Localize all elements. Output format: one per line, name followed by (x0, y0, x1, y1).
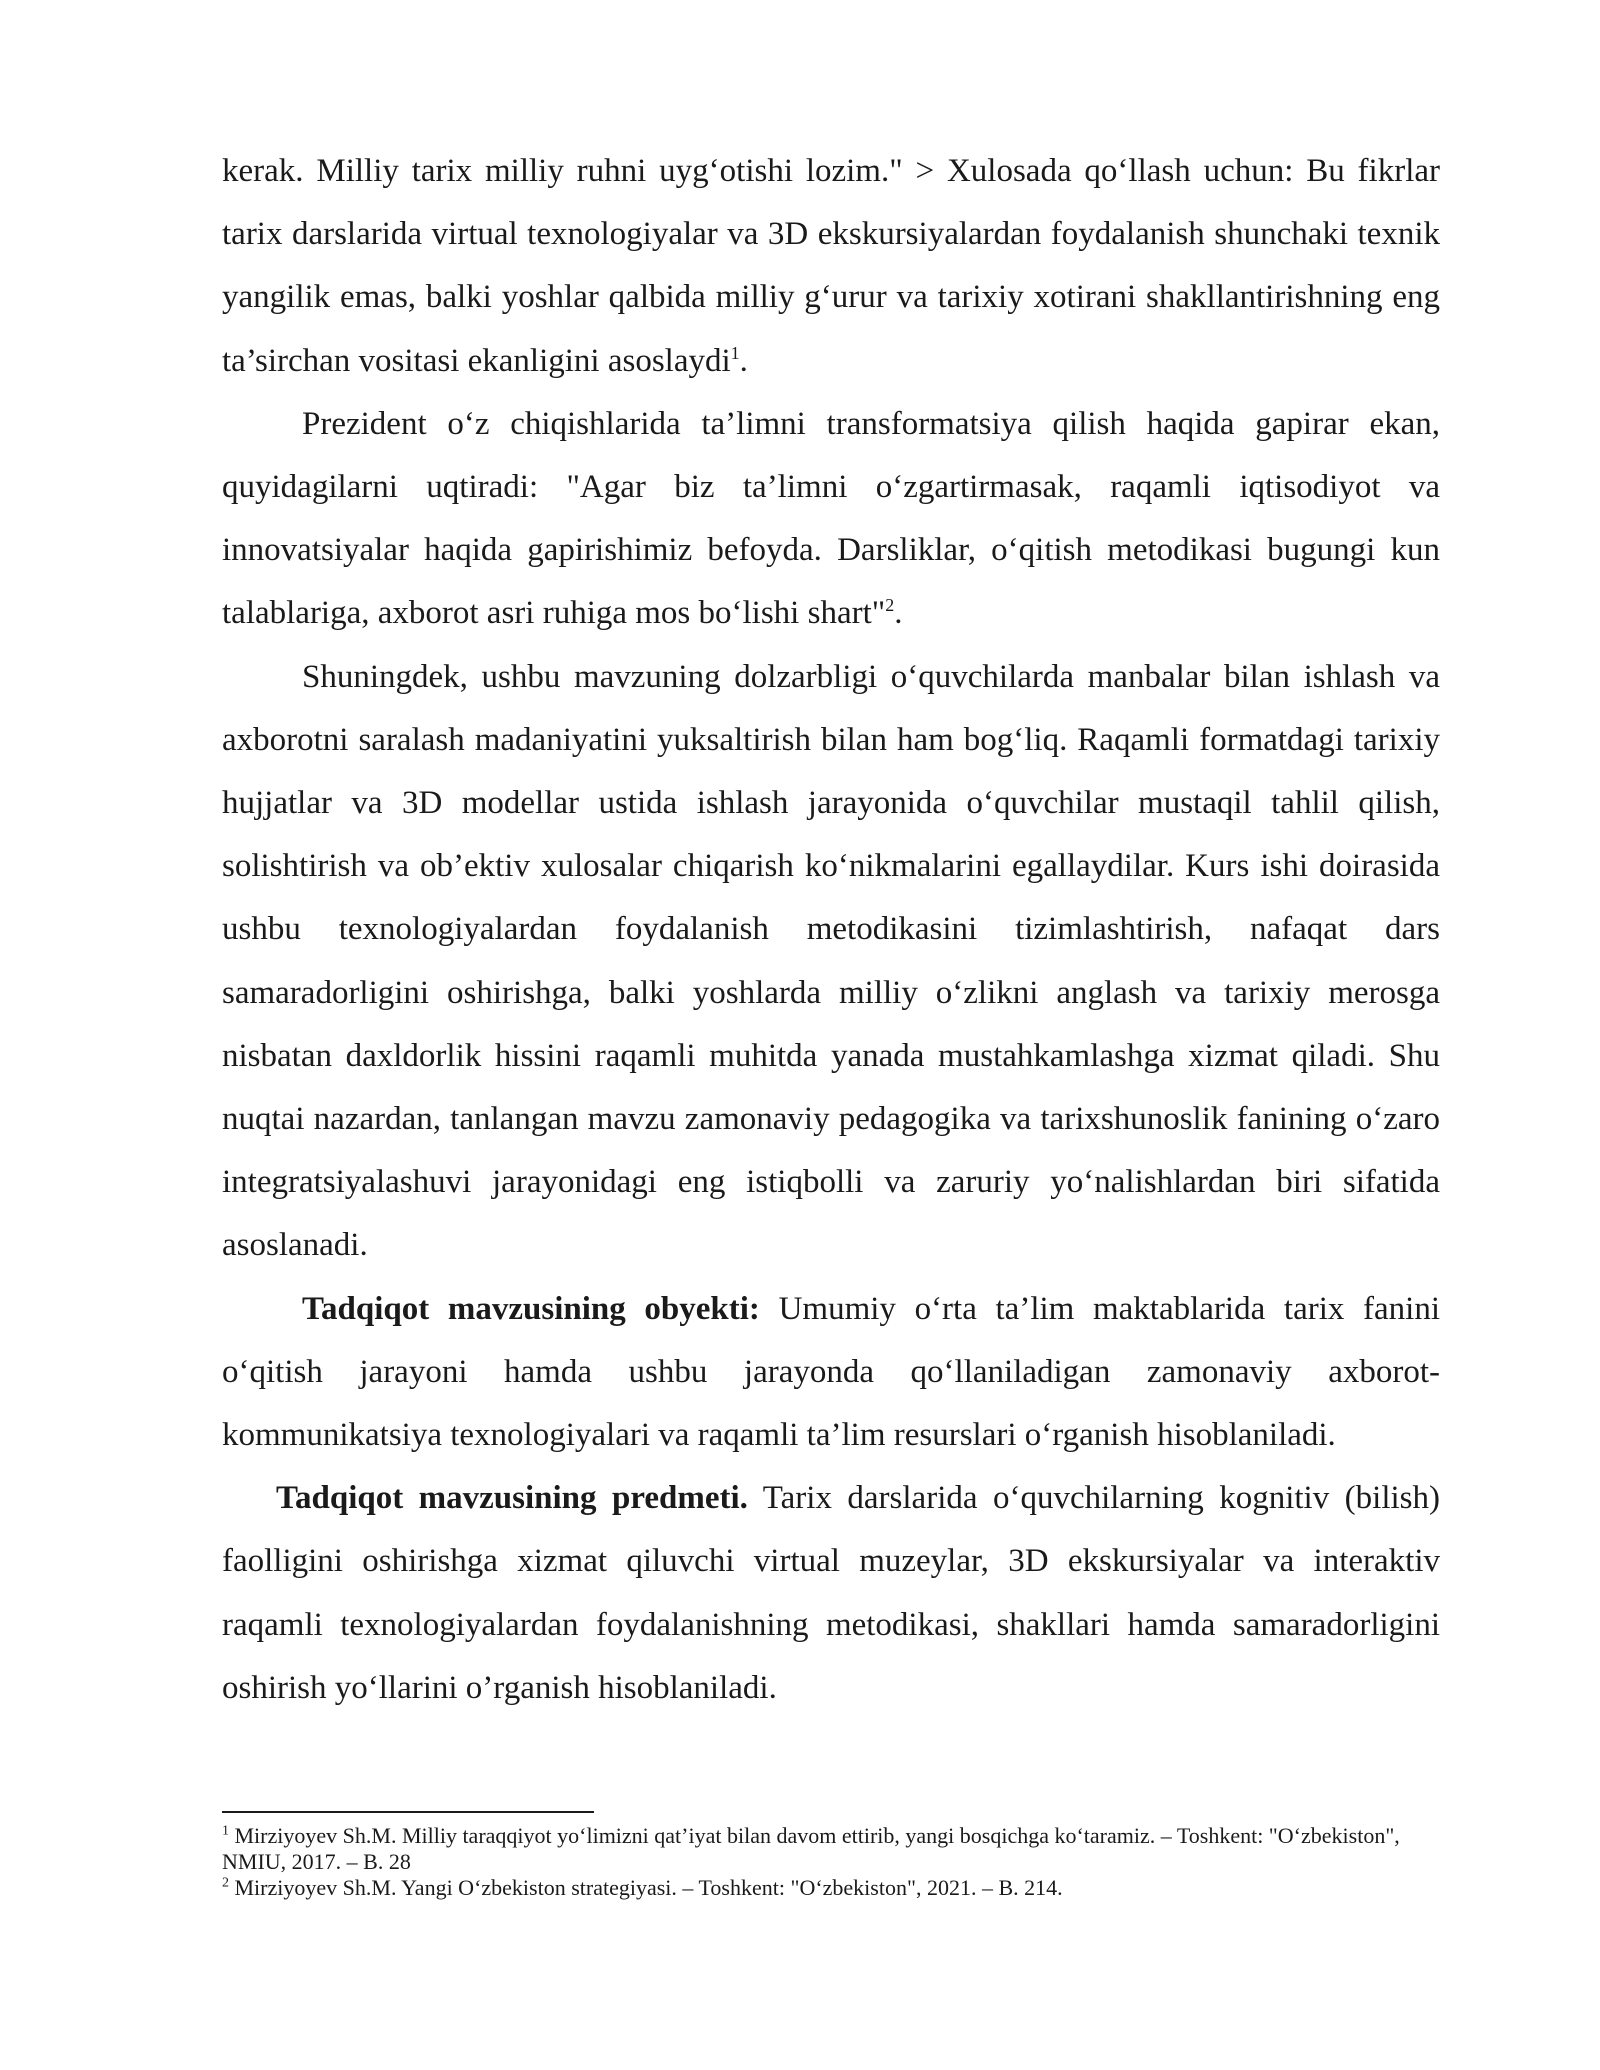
document-page (222, 140, 1440, 1720)
footnote-ref[interactable]: 1 (730, 342, 740, 363)
footnote-mark: 2 (222, 1875, 229, 1891)
research-subject-heading: Tadqiqot mavzusining predmeti. (276, 1480, 748, 1517)
paragraph-text: Prezident oʻz chiqishlarida ta’limni transformatsiya qilish haqida gapirar ekan, quyidagilarni uqtiradi: "Agar biz ta’limni oʻzgartirmasak, raqamli iqtisodiyot va innovatsiyalar haqida gapirishimiz befoyda. Darsliklar, oʻqitish metodikasi bugungi kun talablariga, axborot asri ruhiga mos boʻlishi shart" (222, 405, 1440, 632)
paragraph-text: kerak. Milliy tarix milliy ruhni uygʻotishi lozim." > Xulosada qoʻllash uchun: Bu fikrlar tarix darslarida virtual texnologiyalar va 3D ekskursiyalardan foydalanish shunchaki texnik yangilik emas, balki yoshlar qalbida milliy gʻurur va tarixiy xotirani shakllantirishning eng ta’sirchan vositasi ekanligini asoslaydi (222, 153, 1440, 379)
paragraph-president-quote (222, 393, 1440, 646)
footnote-separator (222, 1811, 594, 1813)
paragraph-end: . (739, 342, 748, 379)
paragraph-research-object (222, 1278, 1440, 1468)
footnote-text: Mirziyoyev Sh.M. Yangi Oʻzbekiston strategiyasi. – Toshkent: "Oʻzbekiston", 2021. – B. 214. (229, 1875, 1063, 1900)
paragraph-research-subject (222, 1467, 1440, 1720)
research-object-heading: Tadqiqot mavzusining obyekti: (302, 1290, 760, 1327)
footnote-mark: 1 (222, 1823, 229, 1839)
paragraph-conclusion (222, 140, 1440, 393)
paragraph-text: Tarix darslarida oʻquvchilarning kognitiv (bilish) faolligini oshirishga xizmat qiluvchi virtual muzeylar, 3D ekskursiyalar va interaktiv raqamli texnologiyalardan foydalanishning metodikasi, shakllari hamda samaradorligini oshirish yoʻllarini o’rganish hisoblaniladi. (222, 1480, 1440, 1706)
paragraph-relevance: Shuningdek, ushbu mavzuning dolzarbligi oʻquvchilarda manbalar bilan ishlash va axborotni saralash madaniyatini yuksaltirish bilan ham bogʻliq. Raqamli formatdagi tarixiy hujjatlar va 3D modellar ustida ishlash jarayonida oʻquvchilar mustaqil tahlil qilish, solishtirish va ob’ektiv xulosalar chiqarish koʻnikmalarini egallaydilar. Kurs ishi doirasida ushbu texnologiyalardan foydalanish metodikasini tizimlashtirish, nafaqat dars samaradorligini oshirishga, balki yoshlarda milliy oʻzlikni anglash va tarixiy merosga nisbatan daxldorlik hissini raqamli muhitda yanada mustahkamlashga xizmat qiladi. Shu nuqtai nazardan, tanlangan mavzu zamonaviy pedagogika va tarixshunoslik fanining oʻzaro integratsiyalashuvi jarayonidagi eng istiqbolli va zaruriy yoʻnalishlardan biri sifatida asoslanadi. (222, 658, 1440, 1264)
paragraph-end: . (894, 595, 903, 632)
footnote-text: Mirziyoyev Sh.M. Milliy taraqqiyot yoʻlimizni qat’iyat bilan davom ettirib, yangi bosqichga koʻtaramiz. – Toshkent: "Oʻzbekiston", NMIU, 2017. – B. 28 (222, 1823, 1400, 1874)
footnote-ref[interactable]: 2 (885, 595, 895, 616)
footnote-1 (222, 1823, 1440, 1875)
footnote-2 (222, 1875, 1440, 1901)
paragraph-text: Umumiy oʻrta ta’lim maktablarida tarix fanini oʻqitish jarayoni hamda ushbu jarayonda qoʻllaniladigan zamonaviy axborot-kommunikatsiya texnologiyalari va raqamli ta’lim resurslari oʻrganish hisoblaniladi. (222, 1290, 1441, 1454)
footnotes (222, 1823, 1440, 1901)
